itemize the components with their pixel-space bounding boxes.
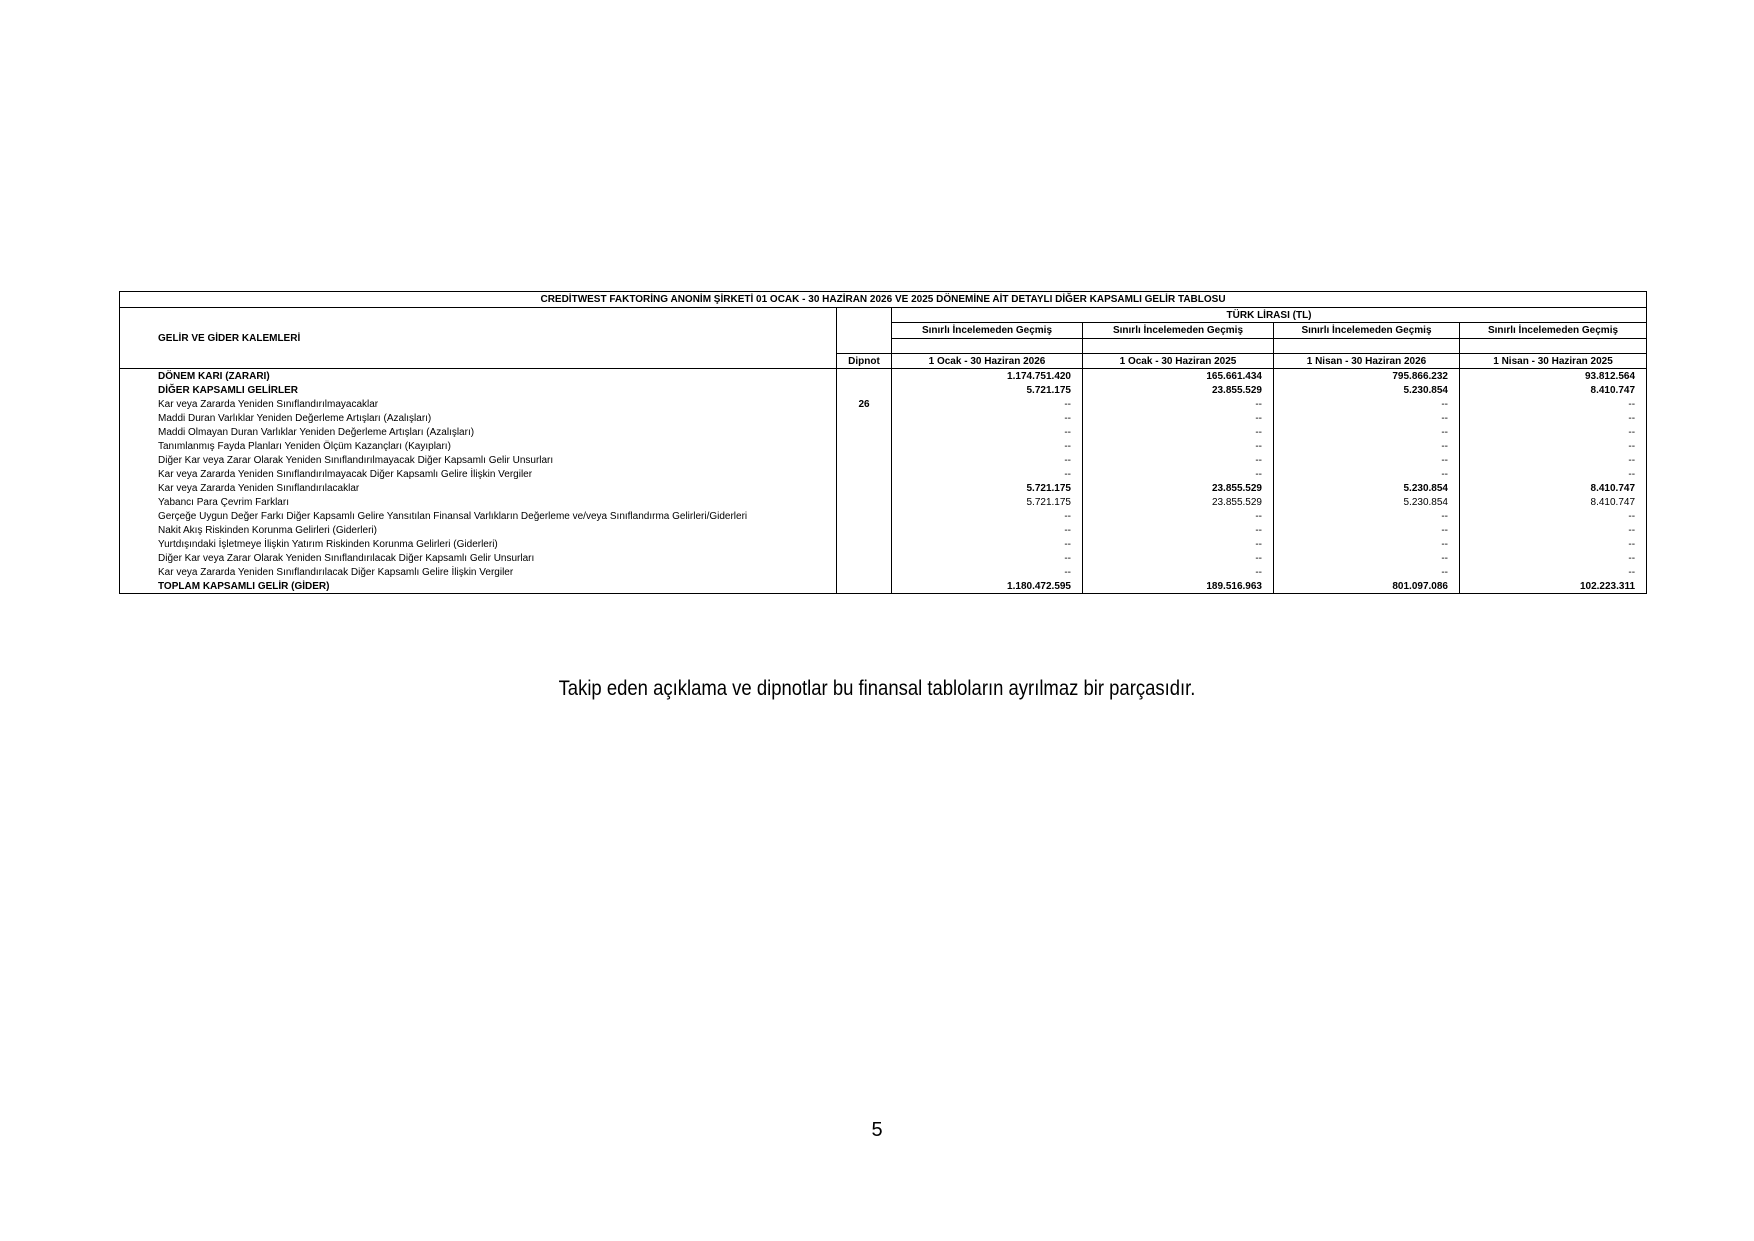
row-dipnot [837,453,892,467]
table-row [120,467,1647,481]
row-value-1: -- [892,411,1083,425]
row-value-4: -- [1460,411,1647,425]
row-value-2: -- [1083,523,1274,537]
row-label: Kar veya Zararda Yeniden Sınıflandırılmayacaklar [120,397,837,411]
row-label: TOPLAM KAPSAMLI GELİR (GİDER) [120,579,837,594]
comprehensive-income-table [119,291,1647,594]
row-dipnot [837,495,892,509]
row-value-2: -- [1083,565,1274,579]
row-value-3: -- [1274,411,1460,425]
blank-cell [892,339,1083,354]
row-label: Kar veya Zararda Yeniden Sınıflandırılacaklar [120,481,837,495]
table-row [120,411,1647,425]
row-value-3: 5.230.854 [1274,481,1460,495]
row-value-3: -- [1274,439,1460,453]
period-header-2: 1 Ocak - 30 Haziran 2025 [1083,354,1274,369]
row-value-1: -- [892,439,1083,453]
table-row [120,481,1647,495]
row-label: Yurtdışındaki İşletmeye İlişkin Yatırım Riskinden Korunma Gelirleri (Giderleri) [120,537,837,551]
row-value-4: -- [1460,425,1647,439]
row-value-3: -- [1274,425,1460,439]
row-dipnot [837,481,892,495]
row-value-4: -- [1460,523,1647,537]
row-label: DİĞER KAPSAMLI GELİRLER [120,383,837,397]
table-row [120,537,1647,551]
row-value-4: 8.410.747 [1460,481,1647,495]
row-label: Gerçeğe Uygun Değer Farkı Diğer Kapsamlı Gelire Yansıtılan Finansal Varlıkların Değerleme ve/veya Sınıflandırma Gelirleri/Giderleri [120,509,837,523]
row-value-1: -- [892,565,1083,579]
currency-header: TÜRK LİRASI (TL) [892,308,1647,323]
row-label: DÖNEM KARI (ZARARI) [120,369,837,384]
row-value-1: -- [892,425,1083,439]
row-dipnot [837,579,892,594]
dipnot-header: Dipnot [837,354,892,369]
blank-cell [1274,339,1460,354]
row-value-2: -- [1083,439,1274,453]
row-value-1: 5.721.175 [892,383,1083,397]
row-value-4: -- [1460,397,1647,411]
period-header-3: 1 Nisan - 30 Haziran 2026 [1274,354,1460,369]
row-dipnot [837,369,892,384]
row-value-2: -- [1083,537,1274,551]
row-value-1: 1.180.472.595 [892,579,1083,594]
table-row [120,495,1647,509]
row-dipnot [837,383,892,397]
row-value-3: 5.230.854 [1274,495,1460,509]
blank-cell [1460,339,1647,354]
review-status-3: Sınırlı İncelemeden Geçmiş [1274,323,1460,339]
period-header-1: 1 Ocak - 30 Haziran 2026 [892,354,1083,369]
row-label: Maddi Duran Varlıklar Yeniden Değerleme Artışları (Azalışları) [120,411,837,425]
row-value-4: -- [1460,509,1647,523]
row-dipnot [837,523,892,537]
row-value-3: -- [1274,565,1460,579]
row-value-2: 23.855.529 [1083,495,1274,509]
review-status-1: Sınırlı İncelemeden Geçmiş [892,323,1083,339]
row-value-3: -- [1274,509,1460,523]
row-value-1: -- [892,509,1083,523]
section-header: GELİR VE GİDER KALEMLERİ [120,308,837,369]
row-value-1: -- [892,537,1083,551]
table-title: CREDİTWEST FAKTORİNG ANONİM ŞİRKETİ 01 OCAK - 30 HAZİRAN 2026 VE 2025 DÖNEMİNE AİT DETAYLI DİĞER KAPSAMLI GELİR TABLOSU [120,292,1647,308]
row-value-2: 23.855.529 [1083,481,1274,495]
row-value-4: -- [1460,537,1647,551]
row-value-4: -- [1460,467,1647,481]
row-value-2: 189.516.963 [1083,579,1274,594]
row-dipnot [837,551,892,565]
table-row [120,565,1647,579]
row-label: Maddi Olmayan Duran Varlıklar Yeniden Değerleme Artışları (Azalışları) [120,425,837,439]
row-value-2: 165.661.434 [1083,369,1274,384]
table-row [120,579,1647,594]
row-value-1: 1.174.751.420 [892,369,1083,384]
row-label: Diğer Kar veya Zarar Olarak Yeniden Sınıflandırılmayacak Diğer Kapsamlı Gelir Unsurları [120,453,837,467]
row-dipnot [837,411,892,425]
row-value-4: -- [1460,453,1647,467]
row-value-2: -- [1083,509,1274,523]
row-value-1: 5.721.175 [892,481,1083,495]
review-status-2: Sınırlı İncelemeden Geçmiş [1083,323,1274,339]
row-dipnot: 26 [837,397,892,411]
row-value-1: 5.721.175 [892,495,1083,509]
row-value-3: 795.866.232 [1274,369,1460,384]
row-value-4: 8.410.747 [1460,383,1647,397]
row-label: Nakit Akış Riskinden Korunma Gelirleri (Giderleri) [120,523,837,537]
row-value-1: -- [892,453,1083,467]
row-value-3: -- [1274,537,1460,551]
table-row [120,551,1647,565]
table-row [120,453,1647,467]
row-value-2: -- [1083,453,1274,467]
row-dipnot [837,509,892,523]
row-value-3: 5.230.854 [1274,383,1460,397]
row-dipnot [837,565,892,579]
row-label: Yabancı Para Çevrim Farkları [120,495,837,509]
row-label: Diğer Kar veya Zarar Olarak Yeniden Sınıflandırılacak Diğer Kapsamlı Gelir Unsurları [120,551,837,565]
page-number: 5 [871,1119,883,1141]
table-row [120,439,1647,453]
table-row [120,397,1647,411]
row-dipnot [837,537,892,551]
row-value-2: -- [1083,467,1274,481]
row-value-3: -- [1274,551,1460,565]
table-row [120,369,1647,384]
table-row [120,425,1647,439]
row-value-3: -- [1274,453,1460,467]
blank-cell [1083,339,1274,354]
row-value-3: -- [1274,523,1460,537]
row-value-2: -- [1083,551,1274,565]
row-dipnot [837,439,892,453]
row-value-4: -- [1460,439,1647,453]
row-value-4: -- [1460,551,1647,565]
row-value-4: 93.812.564 [1460,369,1647,384]
row-value-1: -- [892,467,1083,481]
row-value-4: -- [1460,565,1647,579]
row-value-3: 801.097.086 [1274,579,1460,594]
row-value-4: 102.223.311 [1460,579,1647,594]
review-status-4: Sınırlı İncelemeden Geçmiş [1460,323,1647,339]
table-row [120,523,1647,537]
period-header-4: 1 Nisan - 30 Haziran 2025 [1460,354,1647,369]
row-value-4: 8.410.747 [1460,495,1647,509]
row-dipnot [837,425,892,439]
row-label: Kar veya Zararda Yeniden Sınıflandırılmayacak Diğer Kapsamlı Gelire İlişkin Vergiler [120,467,837,481]
row-value-2: -- [1083,425,1274,439]
row-value-3: -- [1274,397,1460,411]
row-value-3: -- [1274,467,1460,481]
row-label: Kar veya Zararda Yeniden Sınıflandırılacak Diğer Kapsamlı Gelire İlişkin Vergiler [120,565,837,579]
dipnot-header-blank [837,308,892,354]
row-value-2: -- [1083,397,1274,411]
table-row [120,383,1647,397]
row-value-1: -- [892,551,1083,565]
row-value-1: -- [892,523,1083,537]
row-value-2: 23.855.529 [1083,383,1274,397]
table-row [120,509,1647,523]
row-value-2: -- [1083,411,1274,425]
row-label: Tanımlanmış Fayda Planları Yeniden Ölçüm Kazançları (Kayıpları) [120,439,837,453]
footer-note: Takip eden açıklama ve dipnotlar bu finansal tabloların ayrılmaz bir parçasıdır. [558,677,1196,700]
row-dipnot [837,467,892,481]
row-value-1: -- [892,397,1083,411]
